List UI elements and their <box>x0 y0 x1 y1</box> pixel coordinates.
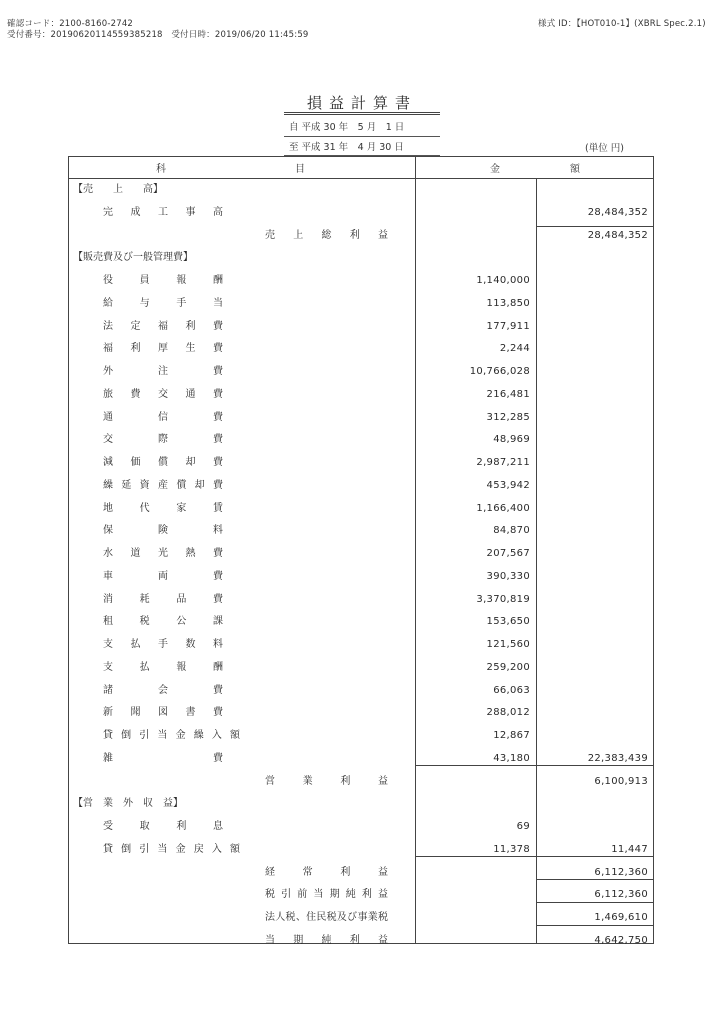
account-label: 地代家賃 <box>103 503 223 514</box>
account-label: 外注費 <box>103 366 223 377</box>
account-label: 保険料 <box>103 525 223 536</box>
amount-value: 288,012 <box>486 707 530 718</box>
profit-label: 法人税、住民税及び事業税 <box>265 912 388 923</box>
account-label: 車両費 <box>103 571 223 582</box>
amount-value: 121,560 <box>486 639 530 650</box>
unit-label: (単位 円) <box>585 143 624 154</box>
account-label: 繰延資産償却費 <box>103 480 223 491</box>
account-label: 貸倒引当金戻入額 <box>103 844 240 855</box>
amount-value: 259,200 <box>486 662 530 673</box>
amount-value: 177,911 <box>486 321 530 332</box>
amount-value: 453,942 <box>486 480 530 491</box>
subtotal-rule <box>536 226 654 227</box>
amount-value: 1,166,400 <box>476 503 530 514</box>
amount-value: 69 <box>516 821 530 832</box>
format-id: 様式 ID：【HOT010-1】(XBRL Spec.2.1) <box>538 19 706 29</box>
profit-label: 当期純利益 <box>265 935 388 946</box>
total-value: 1,469,610 <box>594 912 648 923</box>
account-label: 租税公課 <box>103 616 223 627</box>
account-label: 新聞図書費 <box>103 707 223 718</box>
account-label: 福利厚生費 <box>103 343 223 354</box>
total-value: 11,447 <box>611 844 648 855</box>
period-to: 至 平成 31 年 4 月 30 日 <box>289 142 404 153</box>
account-label: 旅費交通費 <box>103 389 223 400</box>
column-header-subject-right: 目 <box>295 164 305 175</box>
total-value: 28,484,352 <box>587 207 648 218</box>
amount-value: 390,330 <box>486 571 530 582</box>
total-value: 4,642,750 <box>594 935 648 946</box>
column-divider <box>415 156 416 944</box>
amount-value: 2,244 <box>499 343 530 354</box>
column-header-amount-right: 額 <box>570 164 580 175</box>
account-label: 法定福利費 <box>103 321 223 332</box>
amount-value: 153,650 <box>486 616 530 627</box>
amount-value: 43,180 <box>493 753 530 764</box>
profit-label: 営業利益 <box>265 776 388 787</box>
profit-label: 税引前当期純利益 <box>265 889 388 900</box>
period-from: 自 平成 30 年 5 月 1 日 <box>289 122 405 133</box>
amount-value: 312,285 <box>486 412 530 423</box>
amount-value: 3,370,819 <box>476 594 530 605</box>
title-underline <box>284 114 440 115</box>
period-divider <box>284 136 440 137</box>
amount-value: 2,987,211 <box>476 457 530 468</box>
total-value: 6,112,360 <box>594 867 648 878</box>
amount-value: 1,140,000 <box>476 275 530 286</box>
document-title: 損益計算書 <box>306 94 417 112</box>
total-value: 6,100,913 <box>594 776 648 787</box>
amount-value: 48,969 <box>493 434 530 445</box>
amount-value: 66,063 <box>493 685 530 696</box>
account-label: 雑費 <box>103 753 223 764</box>
amount-value: 10,766,028 <box>469 366 530 377</box>
header-separator <box>68 178 654 179</box>
account-label: 役員報酬 <box>103 275 223 286</box>
account-label: 給与手当 <box>103 298 223 309</box>
account-label: 交際費 <box>103 434 223 445</box>
column-header-subject-left: 科 <box>156 164 166 175</box>
amount-value: 11,378 <box>493 844 530 855</box>
account-label: 貸倒引当金繰入額 <box>103 730 240 741</box>
column-divider <box>536 178 537 944</box>
amount-value: 113,850 <box>486 298 530 309</box>
account-label: 受取利息 <box>103 821 223 832</box>
amount-value: 207,567 <box>486 548 530 559</box>
account-label: 水道光熱費 <box>103 548 223 559</box>
confirm-code: 確認コード：2100-8160-2742 <box>7 19 134 29</box>
total-value: 28,484,352 <box>587 230 648 241</box>
account-label: 完成工事高 <box>103 207 223 218</box>
receipt-info: 受付番号：20190620114559385218 受付日時：2019/06/20 11:45:59 <box>7 30 309 40</box>
section-heading: 【売 上 高】 <box>73 184 163 195</box>
amount-value: 12,867 <box>493 730 530 741</box>
total-value: 22,383,439 <box>587 753 648 764</box>
account-label: 諸会費 <box>103 685 223 696</box>
amount-value: 84,870 <box>493 525 530 536</box>
account-label: 減価償却費 <box>103 457 223 468</box>
amount-value: 216,481 <box>486 389 530 400</box>
profit-label: 売上総利益 <box>265 230 388 241</box>
section-heading: 【販売費及び一般管理費】 <box>73 252 193 263</box>
subtotal-rule <box>536 902 654 903</box>
title-underline <box>284 112 440 113</box>
account-label: 支払報酬 <box>103 662 223 673</box>
section-heading: 【営 業 外 収 益】 <box>73 798 183 809</box>
subtotal-rule <box>536 925 654 926</box>
total-value: 6,112,360 <box>594 889 648 900</box>
account-label: 通信費 <box>103 412 223 423</box>
profit-label: 経常利益 <box>265 867 388 878</box>
account-label: 支払手数料 <box>103 639 223 650</box>
column-header-amount-left: 金 <box>490 164 500 175</box>
account-label: 消耗品費 <box>103 594 223 605</box>
